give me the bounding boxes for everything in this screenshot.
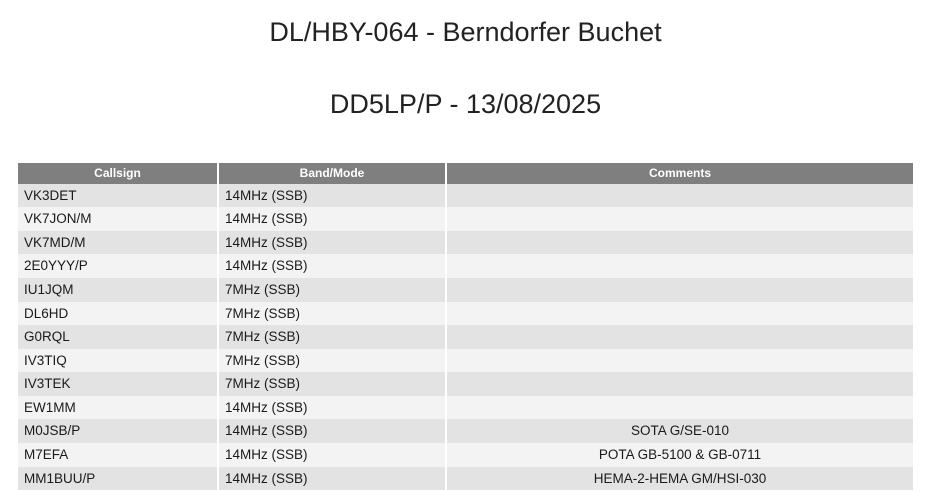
table-row (18, 254, 913, 278)
cell-callsign: VK7MD/M (18, 231, 218, 255)
cell-comments (446, 254, 913, 278)
cell-band-mode: 14MHz (SSB) (218, 254, 446, 278)
cell-comments (446, 302, 913, 326)
cell-band-mode: 14MHz (SSB) (218, 184, 446, 208)
table-row (18, 302, 913, 326)
cell-comments (446, 231, 913, 255)
cell-comments: HEMA-2-HEMA GM/HSI-030 (446, 467, 913, 491)
cell-callsign: M7EFA (18, 443, 218, 467)
cell-callsign: VK3DET (18, 184, 218, 208)
table-row (18, 325, 913, 349)
cell-band-mode: 7MHz (SSB) (218, 278, 446, 302)
cell-band-mode: 14MHz (SSB) (218, 207, 446, 231)
table-row (18, 184, 913, 208)
cell-band-mode: 14MHz (SSB) (218, 419, 446, 443)
cell-callsign: IV3TEK (18, 372, 218, 396)
cell-band-mode: 7MHz (SSB) (218, 325, 446, 349)
table-row (18, 231, 913, 255)
table-row (18, 278, 913, 302)
cell-band-mode: 14MHz (SSB) (218, 396, 446, 420)
cell-callsign: IU1JQM (18, 278, 218, 302)
title-block (0, 0, 931, 121)
cell-callsign: EW1MM (18, 396, 218, 420)
cell-comments (446, 278, 913, 302)
cell-callsign: MM1BUU/P (18, 467, 218, 491)
cell-band-mode: 7MHz (SSB) (218, 302, 446, 326)
cell-callsign: VK7JON/M (18, 207, 218, 231)
qso-log-table (18, 163, 913, 490)
cell-band-mode: 14MHz (SSB) (218, 443, 446, 467)
table-row (18, 349, 913, 373)
table-row (18, 207, 913, 231)
cell-band-mode: 7MHz (SSB) (218, 372, 446, 396)
cell-comments: POTA GB-5100 & GB-0711 (446, 443, 913, 467)
cell-band-mode: 7MHz (SSB) (218, 349, 446, 373)
cell-comments (446, 396, 913, 420)
table-row (18, 443, 913, 467)
table-row (18, 467, 913, 491)
cell-comments: SOTA G/SE-010 (446, 419, 913, 443)
column-header-callsign: Callsign (18, 163, 218, 184)
log-table-container (0, 163, 931, 490)
column-header-band-mode: Band/Mode (218, 163, 446, 184)
table-row (18, 396, 913, 420)
table-row (18, 372, 913, 396)
page-title: DL/HBY-064 - Berndorfer Buchet (269, 17, 662, 47)
column-header-comments: Comments (446, 163, 913, 184)
cell-callsign: IV3TIQ (18, 349, 218, 373)
cell-comments (446, 372, 913, 396)
cell-band-mode: 14MHz (SSB) (218, 467, 446, 491)
table-header (18, 163, 913, 184)
table-header-row (18, 163, 913, 184)
cell-comments (446, 207, 913, 231)
cell-callsign: 2E0YYY/P (18, 254, 218, 278)
page-subtitle: DD5LP/P - 13/08/2025 (329, 89, 602, 120)
cell-comments (446, 184, 913, 208)
cell-comments (446, 349, 913, 373)
table-body (18, 184, 913, 490)
cell-callsign: DL6HD (18, 302, 218, 326)
cell-band-mode: 14MHz (SSB) (218, 231, 446, 255)
cell-comments (446, 325, 913, 349)
cell-callsign: M0JSB/P (18, 419, 218, 443)
cell-callsign: G0RQL (18, 325, 218, 349)
table-row (18, 419, 913, 443)
